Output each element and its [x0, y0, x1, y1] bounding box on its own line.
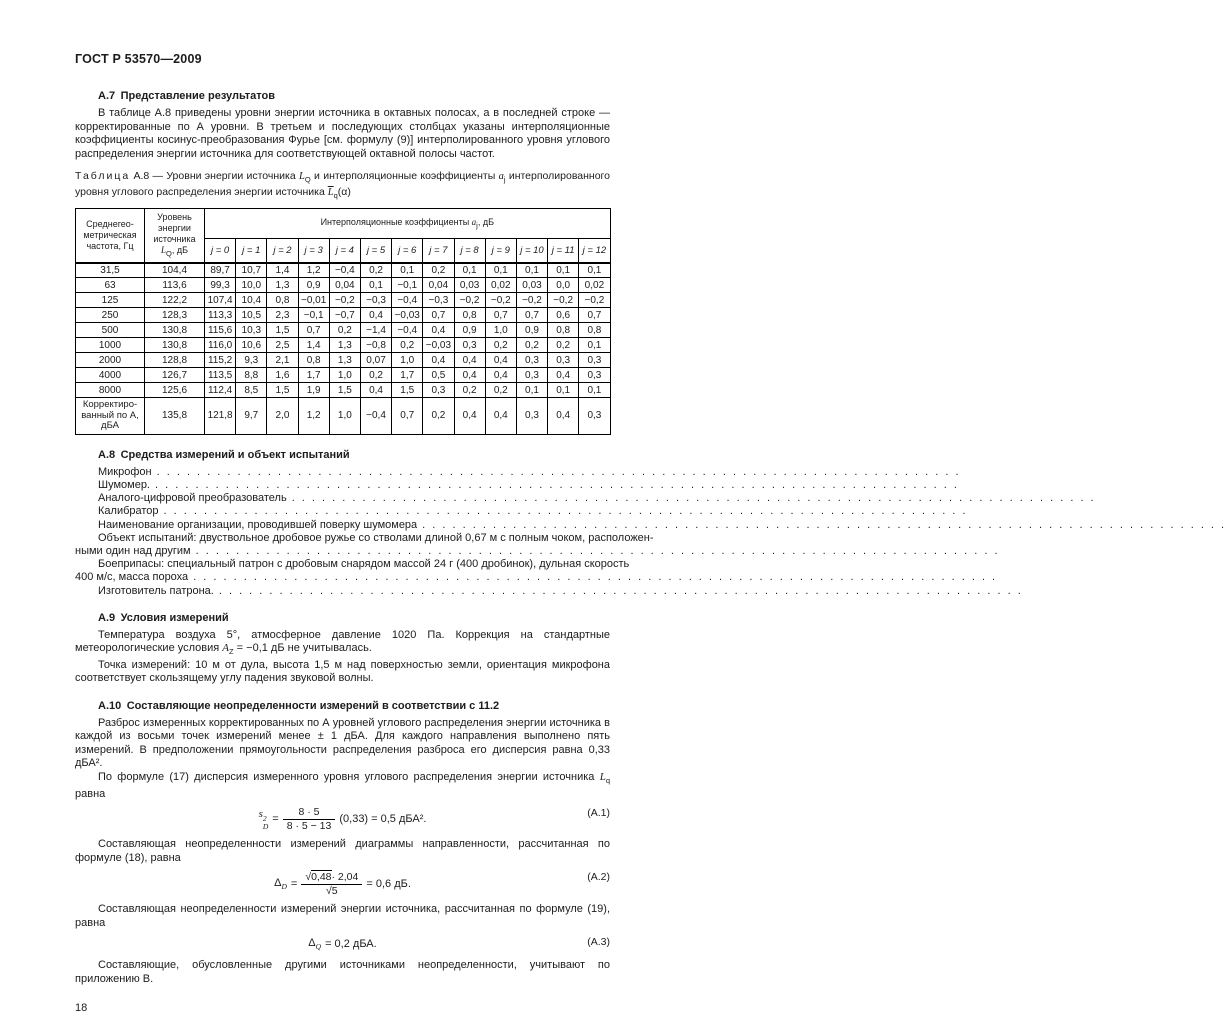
dotted-item-line [75, 571, 996, 584]
coefficient-cell: 115,2 [205, 353, 236, 368]
coefficient-cell: 0,04 [423, 278, 454, 293]
coefficient-cell: 0,04 [329, 278, 360, 293]
coefficient-cell: 0,1 [454, 263, 485, 278]
coefficient-cell: 0,3 [454, 338, 485, 353]
dot-leader: . . . . . . . . . . . . . . . . . . . . . . . . . . . . . . . . . . . . . . . . . . . . . . . . . . . . . . . . . . . . . . . . . . . . . . . . . . . . . . . . [156, 465, 959, 478]
coefficient-cell: −0,4 [329, 263, 360, 278]
coefficient-cell: 8,5 [236, 383, 267, 398]
table-row [76, 293, 611, 308]
frequency-cell: 4000 [76, 368, 145, 383]
item-label: Наименование организации, проводившей поверку шумомера [98, 518, 418, 531]
coefficient-cell: 0,4 [454, 353, 485, 368]
table-row [76, 278, 611, 293]
table-col-header-level: Уровень энергии источника $L_Q$, дБ [145, 209, 205, 263]
dotted-item-line [75, 478, 957, 492]
coefficient-cell: 89,7 [205, 263, 236, 278]
coefficient-cell: −0,8 [360, 338, 391, 353]
coefficient-cell: 0,4 [360, 383, 391, 398]
item-label: ными один над другим [75, 544, 191, 557]
table-row [76, 353, 611, 368]
coefficient-cell: −0,01 [298, 293, 329, 308]
frequency-cell: Корректиро-ванный по А, дБА [76, 398, 145, 435]
coefficient-cell: 10,7 [236, 263, 267, 278]
level-cell: 130,8 [145, 338, 205, 353]
coefficient-cell: 1,4 [267, 263, 298, 278]
coefficient-cell: −0,2 [485, 293, 516, 308]
coefficient-cell: 0,4 [454, 398, 485, 435]
coefficient-cell: 0,4 [360, 308, 391, 323]
table-caption: Таблица А.8 — Уровни энергии источника $L_Q$ и интерполяционные коэффициенты $a_j$ интерполированного уровня углового распределения энергии источника $\overline{L}_q(\alpha)$ [75, 170, 611, 201]
coefficient-cell: 0,2 [516, 338, 547, 353]
item-label: Изготовитель патрона. [98, 584, 214, 597]
frequency-cell: 125 [76, 293, 145, 308]
paragraph-a10-formula19: Составляющая неопределенности измерений энергии источника, рассчитанная по формуле (19), равна [75, 903, 610, 929]
coefficient-cell: −0,2 [579, 293, 610, 308]
table-col-header-frequency: Среднегео-метрическая частота, Гц [76, 209, 145, 263]
table-col-header-j: j = 9 [485, 239, 516, 263]
coefficient-cell: 0,02 [579, 278, 610, 293]
coefficient-cell: 0,4 [485, 368, 516, 383]
coefficient-cell: 1,5 [329, 383, 360, 398]
coefficient-cell: 0,0 [548, 278, 579, 293]
coefficient-cell: 0,4 [548, 368, 579, 383]
table-row [76, 383, 611, 398]
section-heading-a7: А.7 Представление результатов [98, 90, 275, 102]
coefficient-cell: 1,3 [267, 278, 298, 293]
item-label: Объект испытаний: двуствольное дробовое ружье со стволами длиной 0,67 м с полным чоком, расположен- [98, 531, 654, 544]
coefficient-cell: 0,2 [454, 383, 485, 398]
coefficient-cell: 2,3 [267, 308, 298, 323]
item-label: Боеприпасы: специальный патрон с дробовым снарядом массой 24 г (400 дробинок), дульная скорость [98, 558, 630, 571]
coefficient-cell: 0,7 [392, 398, 423, 435]
coefficient-cell: 0,1 [548, 383, 579, 398]
coefficient-cell: 2,1 [267, 353, 298, 368]
coefficient-cell: 1,2 [298, 398, 329, 435]
coefficient-cell: 0,9 [298, 278, 329, 293]
coefficient-cell: 0,7 [579, 308, 610, 323]
coefficient-cell: 0,1 [516, 383, 547, 398]
table-col-header-j: j = 8 [454, 239, 485, 263]
table-col-header-j: j = 7 [423, 239, 454, 263]
coefficient-cell: 0,8 [579, 323, 610, 338]
coefficient-cell: 9,3 [236, 353, 267, 368]
formula-a3: $\Delta_Q$ = 0,2 дБА. (А.3) [308, 936, 610, 952]
coefficient-cell: −0,03 [423, 338, 454, 353]
coefficient-cell: −0,03 [392, 308, 423, 323]
dot-leader: . . . . . . . . . . . . . . . . . . . . . . . . . . . . . . . . . . . . . . . . . . . . . . . . . . . . . . . . . . . . . . . . . . . . . . . . . . . . . . . . [291, 492, 1094, 505]
coefficient-cell: 1,4 [298, 338, 329, 353]
coefficient-cell: 0,2 [485, 383, 516, 398]
table-col-header-j: j = 4 [329, 239, 360, 263]
sqrt-symbol: √ [305, 871, 312, 884]
coefficient-cell: 0,1 [548, 263, 579, 278]
coefficient-cell: 0,8 [267, 293, 298, 308]
coefficient-cell: 10,3 [236, 323, 267, 338]
coefficient-cell: 0,6 [548, 308, 579, 323]
dot-leader: . . . . . . . . . . . . . . . . . . . . . . . . . . . . . . . . . . . . . . . . . . . . . . . . . . . . . . . . . . . . . . . . . . . . . . . . . . . . . . . . [195, 544, 998, 557]
coefficient-cell: 0,3 [579, 353, 610, 368]
coefficient-cell: 0,1 [579, 263, 610, 278]
dot-leader: . . . . . . . . . . . . . . . . . . . . . . . . . . . . . . . . . . . . . . . . . . . . . . . . . . . . . . . . . . . . . . . . . . . . . . . . . . . . . . . . [218, 584, 1021, 597]
coefficient-cell: 0,3 [548, 353, 579, 368]
coefficient-cell: 0,2 [423, 263, 454, 278]
coefficient-cell: −0,1 [392, 278, 423, 293]
item-label: 400 м/с, масса пороха [75, 571, 189, 584]
coefficient-cell: 0,4 [423, 323, 454, 338]
coefficient-cell: 0,2 [392, 338, 423, 353]
table-row [76, 398, 611, 435]
coefficient-cell: 0,3 [516, 398, 547, 435]
coefficient-cell: 0,1 [579, 338, 610, 353]
section-heading-a10: А.10 Составляющие неопределенности измерений в соответствии с 11.2 [98, 699, 500, 712]
coefficient-cell: 1,0 [392, 353, 423, 368]
coefficient-cell: 1,7 [298, 368, 329, 383]
level-cell: 135,8 [145, 398, 205, 435]
paragraph-a10-formula17: По формуле (17) дисперсия измеренного уровня углового распределения энергии источника $L_q$ равна [75, 770, 610, 800]
dot-leader: . . . . . . . . . . . . . . . . . . . . . . . . . . . . . . . . . . . . . . . . . . . . . . . . . . . . . . . . . . . . . . . . . . . . . . . . . . . . . . . . [193, 571, 996, 584]
coefficient-cell: −0,4 [392, 323, 423, 338]
coefficient-cell: 107,4 [205, 293, 236, 308]
coefficient-cell: 99,3 [205, 278, 236, 293]
formula-subscript: Q [315, 942, 322, 952]
coefficient-cell: 0,4 [485, 398, 516, 435]
coefficient-cell: 0,7 [516, 308, 547, 323]
coefficient-cell: 115,6 [205, 323, 236, 338]
coefficient-cell: −0,3 [360, 293, 391, 308]
coefficient-cell: 0,07 [360, 353, 391, 368]
paragraph-a9-point: Точка измерений: 10 м от дула, высота 1,5 м над поверхностью земли, ориентация микрофона соответствует скользящему углу падения звуковой волны. [75, 658, 610, 685]
coefficient-cell: 1,5 [392, 383, 423, 398]
coefficient-cell: −0,2 [329, 293, 360, 308]
formula-superscript: 2 [262, 813, 267, 823]
coefficient-cell: 0,3 [579, 368, 610, 383]
table-col-header-j: j = 3 [298, 239, 329, 263]
coefficient-cell: 1,0 [329, 368, 360, 383]
coefficient-cell: 10,5 [236, 308, 267, 323]
coefficient-cell: −0,2 [516, 293, 547, 308]
coefficient-cell: 121,8 [205, 398, 236, 435]
coefficient-cell: 113,3 [205, 308, 236, 323]
level-cell: 128,3 [145, 308, 205, 323]
paragraph-a10-formula18: Составляющая неопределенности измерений диаграммы направленности, рассчитанная по формуле (18), равна [75, 838, 610, 864]
table-col-header-j: j = 6 [392, 239, 423, 263]
paragraph-a9-conditions: Температура воздуха 5°, атмосферное давление 1020 Па. Коррекция на стандартные метеорологические условия $A_Z = -0,1$ дБ не учитывалась. [75, 628, 610, 657]
coefficient-cell: −1,4 [360, 323, 391, 338]
coefficient-cell: 0,9 [516, 323, 547, 338]
coefficient-cell: 0,7 [423, 308, 454, 323]
coefficient-cell: 0,5 [423, 368, 454, 383]
coefficient-cell: 1,7 [392, 368, 423, 383]
table-col-header-j: j = 12 [579, 239, 610, 263]
table-col-header-j: j = 0 [205, 239, 236, 263]
dotted-item-line [75, 558, 630, 571]
coefficient-cell: 10,4 [236, 293, 267, 308]
coefficient-cell: 1,5 [267, 323, 298, 338]
coefficient-cell: −0,2 [454, 293, 485, 308]
table-row [76, 338, 611, 353]
table-row [76, 323, 611, 338]
table-col-header-j: j = 2 [267, 239, 298, 263]
level-cell: 122,2 [145, 293, 205, 308]
coefficient-cell: 0,8 [548, 323, 579, 338]
coefficient-cell: −0,1 [298, 308, 329, 323]
level-cell: 125,6 [145, 383, 205, 398]
dot-leader: . . . . . . . . . . . . . . . . . . . . . . . . . . . . . . . . . . . . . . . . . . . . . . . . . . . . . . . . . . . . . . . . . . . . . . . . . . . . . . . . [155, 478, 957, 491]
dotted-item-line [75, 492, 1094, 505]
coefficient-cell: 0,1 [485, 263, 516, 278]
paragraph-a7: В таблице А.8 приведены уровни энергии источника в октавных полосах, а в последней строке — корректированные по А уровни. В третьем и последующих столбцах указаны интерполяционные коэффициенты косинус-преобразования Фурье [см. формулу (9)] интерполированного уровня углового распределения энергии источника для соответствующей октавной полосы частот. [75, 107, 610, 160]
frequency-cell: 31,5 [76, 263, 145, 278]
level-cell: 128,8 [145, 353, 205, 368]
coefficient-cell: 8,8 [236, 368, 267, 383]
frequency-cell: 500 [76, 323, 145, 338]
table-row [76, 308, 611, 323]
coefficient-cell: 0,03 [454, 278, 485, 293]
section-heading-a8: А.8 Средства измерений и объект испытаний [98, 448, 350, 461]
coefficient-cell: 0,2 [360, 368, 391, 383]
coefficient-cell: 10,6 [236, 338, 267, 353]
coefficient-cell: 0,03 [516, 278, 547, 293]
frequency-cell: 2000 [76, 353, 145, 368]
coefficient-cell: 0,3 [516, 368, 547, 383]
frequency-cell: 1000 [76, 338, 145, 353]
paragraph-a10-spread: Разброс измеренных корректированных по А уровней углового распределения энергии источника в каждой из восьми точек измерений менее ± 1 дБА. Для каждого направления выполнено пять измерений. В предположении прямоугольности распределения разброса его дисперсия равна 0,33 дБА². [75, 716, 610, 770]
formula-subscript: D [262, 821, 269, 831]
coefficient-cell: 0,02 [485, 278, 516, 293]
coefficient-cell: 1,6 [267, 368, 298, 383]
item-label: Калибратор [98, 505, 159, 518]
fraction: $\frac{8 \cdot 5}{8 \cdot 5 - 13}$ [283, 806, 336, 832]
page-number: 18 [75, 1002, 88, 1014]
section-heading-a9: А.9 Условия измерений [98, 611, 229, 624]
coefficient-cell: 1,3 [329, 338, 360, 353]
table-row [76, 263, 611, 278]
coefficient-cell: 0,4 [548, 398, 579, 435]
coefficient-cell: 0,2 [360, 263, 391, 278]
coefficient-cell: 1,2 [298, 263, 329, 278]
table-col-header-j: j = 10 [516, 239, 547, 263]
table-col-header-j: j = 1 [236, 239, 267, 263]
dotted-item-line [75, 584, 1021, 598]
coefficient-cell: 0,4 [454, 368, 485, 383]
coefficient-cell: 113,5 [205, 368, 236, 383]
fraction: √ 0,48 · 2,04 √5 [301, 870, 362, 897]
coefficient-cell: 1,0 [329, 398, 360, 435]
dot-leader: . . . . . . . . . . . . . . . . . . . . . . . . . . . . . . . . . . . . . . . . . . . . . . . . . . . . . . . . . . . . . . . . . . . . . . . . . . . . . . . . [422, 518, 1224, 531]
coefficient-cell: 10,0 [236, 278, 267, 293]
dotted-item-line [75, 465, 959, 479]
formula-a1: s 2 D = $\frac{8 \cdot 5}{8 \cdot 5 - 13}$ (0,33) = 0,5 дБА². (А.1) [258, 806, 610, 833]
formula-label-a2: (А.2) [587, 871, 610, 884]
coefficient-cell: −0,3 [423, 293, 454, 308]
formula-label-a1: (А.1) [587, 807, 610, 820]
coefficient-cell: 0,1 [579, 383, 610, 398]
coefficient-cell: 2,0 [267, 398, 298, 435]
level-cell: 130,8 [145, 323, 205, 338]
item-label: Аналого-цифровой преобразователь [98, 492, 287, 505]
coefficient-cell: 0,4 [485, 353, 516, 368]
coefficient-cell: 0,3 [423, 383, 454, 398]
paragraph-a10-other-sources: Составляющие, обусловленные другими источниками неопределенности, учитывают по приложению В. [75, 959, 610, 985]
coefficient-cell: 0,8 [298, 353, 329, 368]
item-label: Микрофон [98, 465, 152, 478]
table-col-header-j: j = 5 [360, 239, 391, 263]
dot-leader: . . . . . . . . . . . . . . . . . . . . . . . . . . . . . . . . . . . . . . . . . . . . . . . . . . . . . . . . . . . . . . . . . . . . . . . . . . . . . . . . [163, 505, 966, 518]
coefficient-cell: −0,4 [360, 398, 391, 435]
coefficient-cell: 116,0 [205, 338, 236, 353]
table-row [76, 368, 611, 383]
coefficient-cell: 1,5 [267, 383, 298, 398]
coefficient-cell: 0,2 [485, 338, 516, 353]
coefficient-cell: 0,2 [423, 398, 454, 435]
coefficient-cell: 0,1 [360, 278, 391, 293]
coefficient-cell: 0,7 [298, 323, 329, 338]
doc-header: ГОСТ Р 53570—2009 [75, 52, 202, 66]
coefficient-cell: 0,1 [516, 263, 547, 278]
level-cell: 126,7 [145, 368, 205, 383]
level-cell: 113,6 [145, 278, 205, 293]
coefficient-cell: 0,8 [454, 308, 485, 323]
table-a8 [75, 208, 611, 435]
coefficient-cell: 9,7 [236, 398, 267, 435]
formula-a2: $\Delta_D$ = √ 0,48 · 2,04 √5 = 0,6 дБ. (А.2) [274, 871, 610, 898]
coefficient-cell: 1,0 [485, 323, 516, 338]
frequency-cell: 8000 [76, 383, 145, 398]
coefficient-cell: 0,3 [579, 398, 610, 435]
coefficient-cell: 0,1 [392, 263, 423, 278]
coefficient-cell: 0,7 [485, 308, 516, 323]
dotted-item-line [75, 531, 654, 545]
table-body [76, 263, 611, 435]
dotted-item-line [75, 518, 1224, 532]
coefficient-cell: 1,3 [329, 353, 360, 368]
coefficient-cell: −0,7 [329, 308, 360, 323]
dotted-item-line [75, 505, 966, 518]
coefficient-cell: −0,4 [392, 293, 423, 308]
frequency-cell: 63 [76, 278, 145, 293]
coefficient-cell: −0,2 [548, 293, 579, 308]
coefficient-cell: 0,2 [329, 323, 360, 338]
item-label: Шумомер. [98, 478, 150, 491]
coefficient-cell: 0,9 [454, 323, 485, 338]
coefficient-cell: 1,9 [298, 383, 329, 398]
coefficient-cell: 0,2 [548, 338, 579, 353]
table-col-header-coefficients: Интерполяционные коэффициенты $a_j$, дБ [205, 209, 611, 239]
measurement-items [75, 465, 1224, 598]
coefficient-cell: 0,3 [516, 353, 547, 368]
coefficient-cell: 112,4 [205, 383, 236, 398]
coefficient-cell: 0,4 [423, 353, 454, 368]
table-col-header-j: j = 11 [548, 239, 579, 263]
coefficient-cell: 2,5 [267, 338, 298, 353]
frequency-cell: 250 [76, 308, 145, 323]
caption-word: Таблица [75, 170, 131, 182]
formula-subscript: D [281, 881, 287, 891]
dotted-item-line [75, 544, 998, 558]
level-cell: 104,4 [145, 263, 205, 278]
formula-label-a3: (А.3) [587, 936, 610, 949]
